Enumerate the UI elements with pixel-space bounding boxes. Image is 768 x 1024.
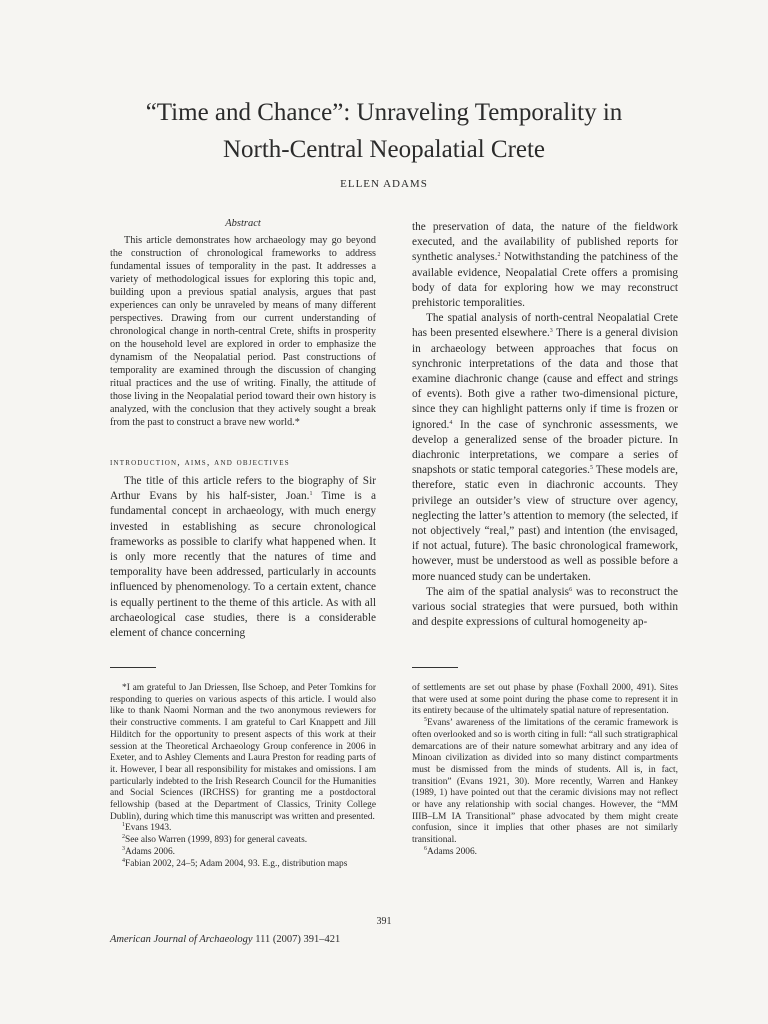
footnote-ref-5[interactable]: 5 — [589, 465, 593, 472]
journal-citation: American Journal of Archaeology 111 (2007) 391–421 — [110, 934, 341, 945]
article-title — [60, 94, 708, 168]
footnote-ref-1[interactable]: 1 — [309, 491, 313, 498]
title-line-2: North-Central Neopalatial Crete — [222, 136, 546, 163]
right-paragraph-3: The aim of the spatial analysis$^6$ was to reconstruct the various social strategies that were pursued, both within and despite expressions of cultural homogeneity ap- — [412, 585, 678, 629]
abstract-heading: Abstract — [225, 218, 261, 229]
footnote-ref-4[interactable]: 4 — [449, 419, 453, 426]
footnote-6: $^6$Adams 2006. — [424, 845, 477, 857]
journal-name: American Journal of Archaeology — [110, 934, 253, 945]
left-paragraph-1: The title of this article refers to the biography of Sir Arthur Evans by his half-sister, Joan.$^1$ Time is a fundamental concept in archaeology, with much energy invested in establishing as secure chronological frameworks as possible to clarify what happened when. It is only more recently that the natures of time and temporality have been addressed, particularly in accounts influenced by phenomenology. To a certain extent, chance is equally pertinent to the theme of this article. As with all archaeological case studies, there is a considerable element of chance concerning — [110, 475, 376, 640]
footnote-rule-right — [412, 667, 458, 668]
footnote-5: $^5$Evans’ awareness of the limitations of the ceramic framework is often overlooked and so is worth citing in full: “all such stratigraphical demarcations are of their nature somewhat arbitrary and any idea of Minoan civilization as divided into so many distinct compartments must be dismissed from the minds of students. All is, in fact, transition” (Evans 1921, 30). More recently, Warren and Hankey (1989, 1) have pointed out that the ceramic divisions may not reflect or have any relationship with social changes. However, the “MM IIIB–LM IA Transitional” phase advocated by them might create confusion, since it implies that other phases are not similarly transitional. — [412, 717, 678, 846]
footnote-1: $^1$Evans 1943. — [122, 822, 172, 834]
footnote-star: *I am grateful to Jan Driessen, Ilse Schoep, and Peter Tomkins for responding to queries on various aspects of this article. I would also like to thank Naomi Norman and the two anonymous reviewers for their constructive comments. I am grateful to Carl Knappett and Jill Hilditch for the opportunity to present aspects of this work at their session at the Theoretical Archaeology Group conference in 2006 in Exeter, and to Ashley Clements and Laura Preston for reading parts of it. However, I bear all responsibility for mistakes and omissions. I am particularly indebted to the Irish Research Council for the Humanities and Social Sciences (IRCHSS) for granting me a postdoctoral fellowship (based at the Department of Classics, Trinity College Dublin), during which time this manuscript was written and presented. — [110, 683, 376, 822]
abstract-block — [110, 234, 376, 429]
footnote-ref-6[interactable]: 6 — [569, 586, 573, 593]
right-column-body — [412, 220, 678, 630]
footnotes-right — [412, 683, 678, 859]
page-number: 391 — [376, 916, 392, 927]
left-column-body — [110, 474, 376, 641]
footnotes-left — [110, 683, 376, 870]
right-paragraph-1: the preservation of data, the nature of the fieldwork executed, and the availability of published reports for synthetic analyses.$^2$ Notwithstanding the patchiness of the available evidence, Neopalatial Crete offers a promising body of data for exploring how we may reconstruct prehistoric temporalities. — [412, 221, 678, 310]
footnote-3: $^3$Adams 2006. — [122, 845, 175, 857]
footnote-4: $^4$Fabian 2002, 24–5; Adam 2004, 93. E.g., distribution maps — [122, 857, 348, 869]
footnote-rule-left — [110, 667, 156, 668]
footnote-4-continued: of settlements are set out phase by phase (Foxhall 2000, 491). Sites that were used at some point during the phase come to represent it in its entirety because of the ultimately spatial nature of representation. — [412, 683, 678, 717]
abstract-text: This article demonstrates how archaeology may go beyond the construction of chronological frameworks to address fundamental issues of temporality in the past. It addresses a variety of methodological issues for exploring this topic and, building upon a previous spatial analysis, argues that past experiences can only be unraveled by means of many different perspectives. Drawing from our current understanding of chronological change in north-central Crete, shifts in prosperity on the household level are explored in order to emphasize the dynamism of the Neopalatial period. Past constructions of temporality are examined through the discussion of changing ritual practices and the use of writing. Finally, the attitude of those living in the Neopalatial period toward their own history is analyzed, with the conclusion that they actively sought a break from the past to construct a brave new world.* — [110, 235, 376, 428]
right-paragraph-2: The spatial analysis of north-central Neopalatial Crete has been presented elsewhere.$^3$ There is a general division in archaeology between approaches that focus on synchronic interpretations of the data and those that examine diachronic change (cause and effect and strings of events). Both give a rather two-dimensional picture, since they can highlight patterns only if time is frozen or ignored.$^4$ In the case of synchronic assessments, we develop a generalized sense of the broader picture. In diachronic interpretations, we compare a series of snapshots or static temporal categories.$^5$ These models are, therefore, static even in diachronic accounts. They privilege an outsider’s view of structure over agency, neglecting the latter’s attention to memory (the selected, if not objectively “real,” past) and intention (the envisaged, if not actual, future). The basic chronological framework, however, must be understood as well as possible before a more nuanced study can be undertaken. — [412, 312, 678, 583]
footnote-ref-3[interactable]: 3 — [549, 328, 553, 335]
footnote-2: $^2$See also Warren (1999, 893) for general caveats. — [122, 834, 308, 846]
title-line-1: “Time and Chance”: Unraveling Temporality in — [145, 99, 623, 126]
footnote-ref-2[interactable]: 2 — [497, 252, 501, 259]
author-name: ELLEN ADAMS — [340, 178, 428, 190]
section-heading: introduction, aims, and objectives — [110, 457, 290, 468]
